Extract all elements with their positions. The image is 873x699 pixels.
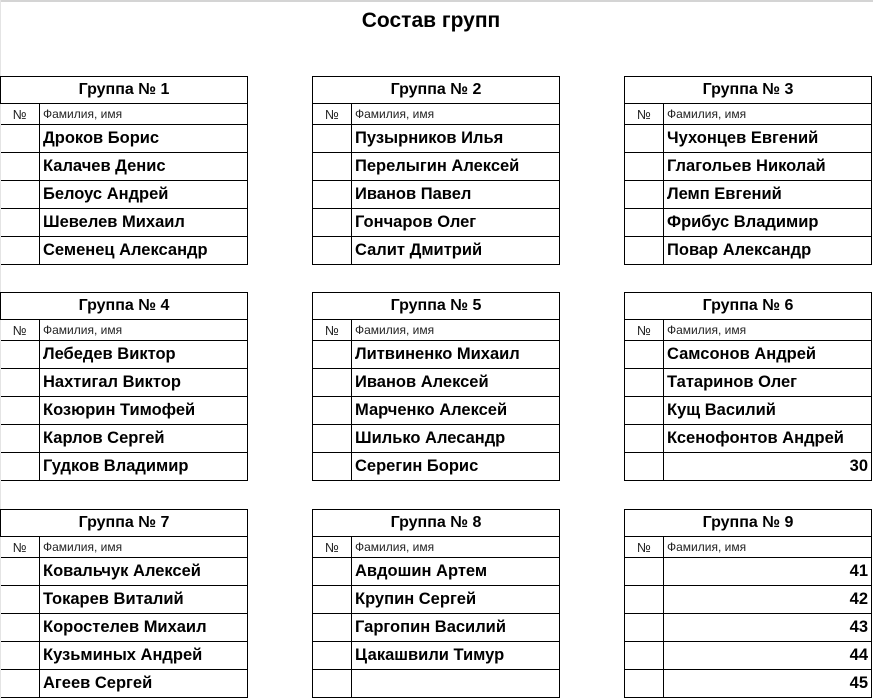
member-number-cell[interactable] — [1, 237, 40, 265]
name-column-header[interactable]: Фамилия, имя — [664, 104, 872, 125]
member-number-cell[interactable] — [313, 642, 352, 670]
member-row — [1, 425, 248, 453]
member-name-cell[interactable]: Козюрин Тимофей — [40, 397, 248, 425]
name-column-header[interactable]: Фамилия, имя — [352, 104, 560, 125]
member-name-cell[interactable]: 30 — [664, 453, 872, 481]
member-number-cell[interactable] — [1, 397, 40, 425]
member-row — [625, 425, 872, 453]
member-number-cell[interactable] — [625, 341, 664, 369]
member-name-cell[interactable]: Калачев Денис — [40, 153, 248, 181]
member-row — [625, 614, 872, 642]
member-number-cell[interactable] — [625, 586, 664, 614]
member-row — [1, 341, 248, 369]
column-header-row — [625, 320, 872, 341]
member-row — [1, 369, 248, 397]
member-name-cell[interactable]: Лебедев Виктор — [40, 341, 248, 369]
member-name-cell[interactable]: Серегин Борис — [352, 453, 560, 481]
member-name-cell[interactable]: 44 — [664, 642, 872, 670]
number-column-header[interactable]: № — [1, 320, 40, 341]
number-column-header[interactable]: № — [313, 104, 352, 125]
number-column-header[interactable]: № — [625, 320, 664, 341]
member-row — [313, 125, 560, 153]
member-number-cell[interactable] — [625, 181, 664, 209]
member-name-cell[interactable]: Иванов Алексей — [352, 369, 560, 397]
member-name-cell[interactable]: 43 — [664, 614, 872, 642]
column-header-row — [313, 320, 560, 341]
group-table-7 — [0, 509, 248, 698]
member-number-cell[interactable] — [313, 153, 352, 181]
member-number-cell[interactable] — [625, 125, 664, 153]
name-column-header[interactable]: Фамилия, имя — [352, 320, 560, 341]
column-header-row — [1, 104, 248, 125]
group-header-row — [313, 510, 560, 537]
member-name-cell[interactable]: Шилько Алесандр — [352, 425, 560, 453]
page-title: Состав групп — [361, 9, 501, 32]
member-row — [625, 369, 872, 397]
member-number-cell[interactable] — [625, 642, 664, 670]
name-column-header[interactable]: Фамилия, имя — [40, 104, 248, 125]
member-number-cell[interactable] — [625, 453, 664, 481]
member-number-cell[interactable] — [625, 425, 664, 453]
group-header-row — [1, 77, 248, 104]
member-number-cell[interactable] — [313, 237, 352, 265]
member-row — [313, 181, 560, 209]
member-row — [1, 453, 248, 481]
member-name-cell[interactable]: Салит Дмитрий — [352, 237, 560, 265]
member-row — [313, 209, 560, 237]
group-title[interactable]: Группа № 4 — [1, 293, 248, 320]
member-number-cell[interactable] — [313, 425, 352, 453]
member-row — [1, 670, 248, 698]
group-header-row — [1, 293, 248, 320]
member-name-cell[interactable]: Цакашвили Тимур — [352, 642, 560, 670]
member-name-cell[interactable]: Гудков Владимир — [40, 453, 248, 481]
member-name-cell[interactable]: Литвиненко Михаил — [352, 341, 560, 369]
member-row — [625, 453, 872, 481]
member-name-cell[interactable]: Самсонов Андрей — [664, 341, 872, 369]
group-table-8 — [312, 509, 560, 698]
member-number-cell[interactable] — [313, 181, 352, 209]
group-table-3 — [624, 76, 872, 265]
group-header-row — [313, 293, 560, 320]
member-number-cell[interactable] — [1, 181, 40, 209]
member-name-cell[interactable]: Кузьминых Андрей — [40, 642, 248, 670]
group-title[interactable]: Группа № 6 — [625, 293, 872, 320]
member-row — [1, 209, 248, 237]
group-header-row — [1, 510, 248, 537]
group-header-row — [625, 510, 872, 537]
member-number-cell[interactable] — [313, 453, 352, 481]
member-name-cell[interactable]: Гончаров Олег — [352, 209, 560, 237]
member-row — [1, 558, 248, 586]
column-header-row — [625, 537, 872, 558]
member-row — [625, 341, 872, 369]
name-column-header[interactable]: Фамилия, имя — [664, 320, 872, 341]
member-row — [1, 614, 248, 642]
name-column-header[interactable]: Фамилия, имя — [352, 537, 560, 558]
member-row — [313, 425, 560, 453]
column-header-row — [625, 104, 872, 125]
member-name-cell[interactable]: Карлов Сергей — [40, 425, 248, 453]
member-number-cell[interactable] — [313, 369, 352, 397]
member-number-cell[interactable] — [1, 153, 40, 181]
number-column-header[interactable]: № — [625, 537, 664, 558]
member-number-cell[interactable] — [1, 425, 40, 453]
member-row — [313, 642, 560, 670]
member-name-cell[interactable]: 42 — [664, 586, 872, 614]
group-header-row — [313, 77, 560, 104]
member-number-cell[interactable] — [1, 209, 40, 237]
member-name-cell[interactable]: Кущ Василий — [664, 397, 872, 425]
member-name-cell[interactable]: Белоус Андрей — [40, 181, 248, 209]
member-number-cell[interactable] — [1, 369, 40, 397]
name-column-header[interactable]: Фамилия, имя — [40, 320, 248, 341]
member-number-cell[interactable] — [1, 125, 40, 153]
group-title[interactable]: Группа № 7 — [1, 510, 248, 537]
member-number-cell[interactable] — [625, 153, 664, 181]
member-name-cell[interactable]: Коростелев Михаил — [40, 614, 248, 642]
group-header-row — [625, 77, 872, 104]
member-name-cell[interactable]: Перелыгин Алексей — [352, 153, 560, 181]
name-column-header[interactable]: Фамилия, имя — [664, 537, 872, 558]
member-number-cell[interactable] — [1, 453, 40, 481]
group-title[interactable]: Группа № 1 — [1, 77, 248, 104]
member-row — [313, 670, 560, 698]
member-name-cell[interactable]: Ксенофонтов Андрей — [664, 425, 872, 453]
member-number-cell[interactable] — [625, 369, 664, 397]
member-number-cell[interactable] — [625, 209, 664, 237]
group-table-1 — [0, 76, 248, 265]
group-title[interactable]: Группа № 9 — [625, 510, 872, 537]
member-row — [313, 397, 560, 425]
group-table-6 — [624, 292, 872, 481]
member-number-cell[interactable] — [625, 397, 664, 425]
member-row — [313, 369, 560, 397]
member-number-cell[interactable] — [625, 558, 664, 586]
group-table-4 — [0, 292, 248, 481]
member-number-cell[interactable] — [313, 209, 352, 237]
member-name-cell[interactable]: Иванов Павел — [352, 181, 560, 209]
group-title[interactable]: Группа № 8 — [313, 510, 560, 537]
member-number-cell[interactable] — [1, 614, 40, 642]
member-row — [625, 558, 872, 586]
member-row — [313, 614, 560, 642]
number-column-header[interactable]: № — [1, 104, 40, 125]
member-number-cell[interactable] — [625, 237, 664, 265]
member-row — [1, 125, 248, 153]
member-name-cell[interactable]: Фрибус Владимир — [664, 209, 872, 237]
member-row — [1, 397, 248, 425]
member-row — [625, 642, 872, 670]
member-row — [1, 153, 248, 181]
member-name-cell[interactable]: Татаринов Олег — [664, 369, 872, 397]
member-row — [313, 153, 560, 181]
member-row — [625, 125, 872, 153]
member-name-cell[interactable]: Токарев Виталий — [40, 586, 248, 614]
member-number-cell[interactable] — [313, 614, 352, 642]
member-row — [625, 181, 872, 209]
group-table-9 — [624, 509, 872, 698]
member-name-cell[interactable]: Ковальчук Алексей — [40, 558, 248, 586]
member-row — [313, 453, 560, 481]
member-name-cell[interactable]: Повар Александр — [664, 237, 872, 265]
number-column-header[interactable]: № — [625, 104, 664, 125]
number-column-header[interactable]: № — [1, 537, 40, 558]
member-number-cell[interactable] — [313, 558, 352, 586]
member-number-cell[interactable] — [313, 586, 352, 614]
member-name-cell[interactable]: 41 — [664, 558, 872, 586]
member-row — [1, 237, 248, 265]
member-name-cell[interactable]: Пузырников Илья — [352, 125, 560, 153]
member-name-cell[interactable]: Крупин Сергей — [352, 586, 560, 614]
member-row — [625, 153, 872, 181]
member-row — [1, 586, 248, 614]
member-number-cell[interactable] — [1, 670, 40, 698]
member-row — [313, 237, 560, 265]
member-row — [313, 558, 560, 586]
member-name-cell[interactable]: Глагольев Николай — [664, 153, 872, 181]
number-column-header[interactable]: № — [313, 537, 352, 558]
member-row — [625, 209, 872, 237]
member-row — [625, 586, 872, 614]
member-row — [1, 642, 248, 670]
member-number-cell[interactable] — [313, 125, 352, 153]
member-number-cell[interactable] — [625, 670, 664, 698]
member-row — [625, 237, 872, 265]
member-name-cell[interactable]: Дроков Борис — [40, 125, 248, 153]
member-number-cell[interactable] — [313, 670, 352, 698]
group-title[interactable]: Группа № 3 — [625, 77, 872, 104]
member-name-cell[interactable]: Марченко Алексей — [352, 397, 560, 425]
column-header-row — [313, 104, 560, 125]
member-row — [313, 341, 560, 369]
member-row — [313, 586, 560, 614]
group-table-5 — [312, 292, 560, 481]
member-number-cell[interactable] — [1, 341, 40, 369]
member-row — [1, 181, 248, 209]
column-header-row — [1, 320, 248, 341]
column-header-row — [313, 537, 560, 558]
member-name-cell[interactable]: Нахтигал Виктор — [40, 369, 248, 397]
group-table-2 — [312, 76, 560, 265]
column-header-row — [1, 537, 248, 558]
member-name-cell[interactable]: Авдошин Артем — [352, 558, 560, 586]
member-name-cell[interactable]: 45 — [664, 670, 872, 698]
member-name-cell[interactable] — [352, 670, 560, 698]
member-number-cell[interactable] — [1, 558, 40, 586]
group-title[interactable]: Группа № 2 — [313, 77, 560, 104]
member-number-cell[interactable] — [625, 614, 664, 642]
member-name-cell[interactable]: Шевелев Михаил — [40, 209, 248, 237]
name-column-header[interactable]: Фамилия, имя — [40, 537, 248, 558]
member-name-cell[interactable]: Гаргопин Василий — [352, 614, 560, 642]
sheet-top-edge — [0, 0, 873, 2]
group-header-row — [625, 293, 872, 320]
member-number-cell[interactable] — [313, 397, 352, 425]
member-number-cell[interactable] — [313, 341, 352, 369]
member-number-cell[interactable] — [1, 586, 40, 614]
member-name-cell[interactable]: Чухонцев Евгений — [664, 125, 872, 153]
member-row — [625, 397, 872, 425]
number-column-header[interactable]: № — [313, 320, 352, 341]
member-name-cell[interactable]: Лемп Евгений — [664, 181, 872, 209]
member-number-cell[interactable] — [1, 642, 40, 670]
member-name-cell[interactable]: Семенец Александр — [40, 237, 248, 265]
member-name-cell[interactable]: Агеев Сергей — [40, 670, 248, 698]
group-title[interactable]: Группа № 5 — [313, 293, 560, 320]
member-row — [625, 670, 872, 698]
